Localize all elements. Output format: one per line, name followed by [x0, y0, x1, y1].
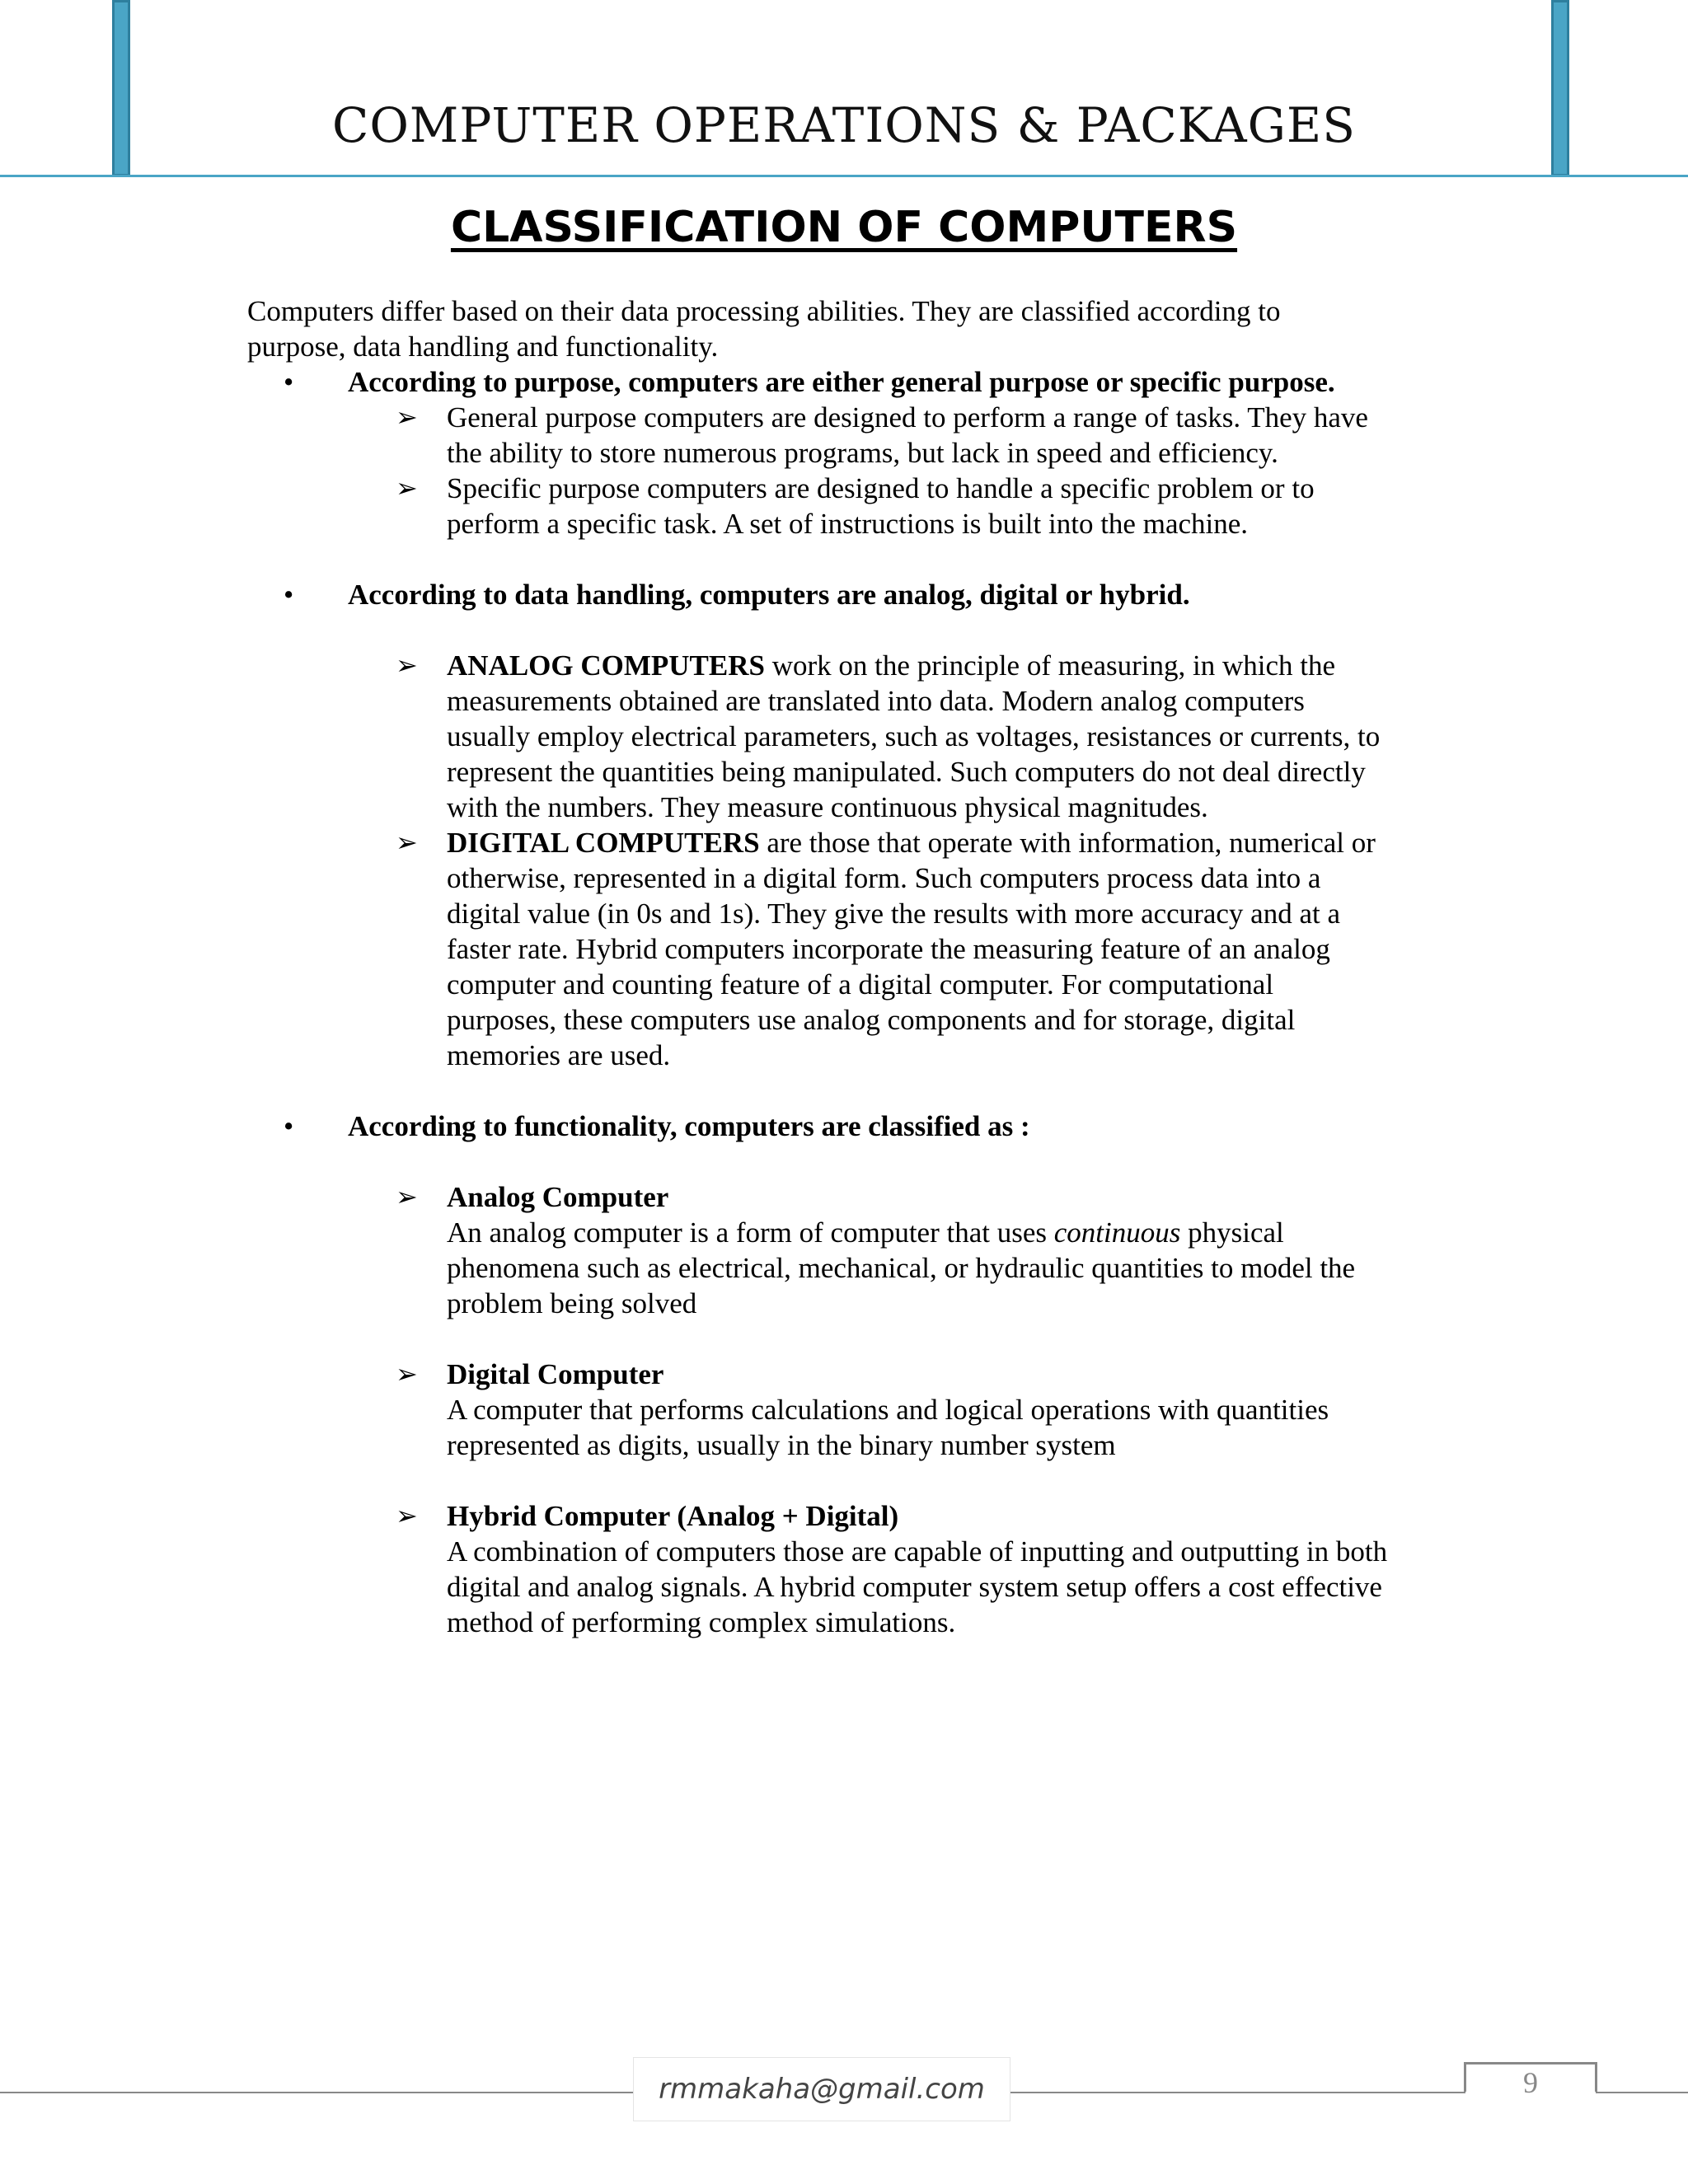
analog-line-3: usually employ electrical parameters, such as voltages, resistances or currents, to	[447, 720, 1381, 752]
sub-func-analog	[396, 1179, 1451, 1321]
bullet-icon: •	[284, 366, 294, 398]
func-hybrid-title	[447, 1498, 1451, 1534]
digital-line-6: purposes, these computers use analog components and for storage, digital	[447, 1004, 1296, 1036]
digital-line-4: faster rate. Hybrid computers incorporate the measuring feature of an analog	[447, 933, 1330, 965]
arrow-icon: ➢	[396, 650, 418, 680]
arrow-icon: ➢	[396, 827, 418, 857]
sub-analog-computers	[396, 648, 1451, 825]
bullet-functionality-heading: According to functionality, computers are classified as :	[348, 1110, 1030, 1142]
digital-term: DIGITAL COMPUTERS	[447, 827, 760, 859]
header-title: COMPUTER OPERATIONS & PACKAGES	[332, 97, 1356, 153]
arrow-icon: ➢	[396, 1359, 418, 1389]
footer-email: rmmakaha@gmail.com	[633, 2057, 1010, 2121]
analog-line-1	[447, 648, 1451, 683]
sub-specific-purpose	[396, 471, 1451, 541]
footer-rule-right	[1596, 2092, 1688, 2093]
func-hybrid-line-3: method of performing complex simulations.	[447, 1606, 956, 1638]
general-line-1: General purpose computers are designed to perform a range of tasks. They have	[447, 401, 1368, 434]
analog-line-1-rest: work on the principle of measuring, in which the	[765, 649, 1336, 682]
func-analog-line-1-em: continuous	[1053, 1216, 1181, 1249]
intro-line-1: Computers differ based on their data processing abilities. They are classified according to	[247, 295, 1281, 327]
specific-line-1: Specific purpose computers are designed to handle a specific problem or to	[447, 472, 1315, 504]
func-hybrid-title-text: Hybrid Computer (Analog + Digital)	[447, 1500, 899, 1532]
header-rule	[0, 175, 1688, 177]
document-body	[247, 293, 1451, 1640]
page-title: CLASSIFICATION OF COMPUTERS	[450, 203, 1238, 252]
func-analog-title	[447, 1179, 1451, 1215]
arrow-icon: ➢	[396, 473, 418, 503]
digital-line-2: otherwise, represented in a digital form. Such computers process data into a	[447, 862, 1321, 894]
arrow-icon: ➢	[396, 402, 418, 432]
arrow-icon: ➢	[396, 1501, 418, 1530]
bullet-purpose-heading: According to purpose, computers are either general purpose or specific purpose.	[348, 366, 1335, 398]
page-number: 9	[1523, 2066, 1538, 2099]
func-analog-line-2: phenomena such as electrical, mechanical, or hydraulic quantities to model the	[447, 1252, 1356, 1284]
digital-line-5: computer and counting feature of a digital computer. For computational	[447, 968, 1274, 1001]
sub-func-digital	[396, 1357, 1451, 1463]
analog-term: ANALOG COMPUTERS	[447, 649, 765, 682]
bullet-icon: •	[284, 1110, 294, 1142]
func-digital-title	[447, 1357, 1451, 1392]
sub-general-purpose	[396, 400, 1451, 471]
analog-line-5: with the numbers. They measure continuous physical magnitudes.	[447, 791, 1208, 823]
analog-line-4: represent the quantities being manipulated. Such computers do not deal directly	[447, 756, 1366, 788]
func-digital-title-text: Digital Computer	[447, 1358, 664, 1390]
digital-line-1-rest: are those that operate with information, numerical or	[759, 827, 1376, 859]
bullet-data-handling	[284, 577, 1451, 612]
func-analog-title-text: Analog Computer	[447, 1181, 669, 1213]
sub-func-hybrid	[396, 1498, 1451, 1640]
bullet-icon: •	[284, 579, 294, 611]
intro-line-2: purpose, data handling and functionality.	[247, 330, 719, 363]
arrow-icon: ➢	[396, 1182, 418, 1212]
bullet-data-handling-heading: According to data handling, computers are analog, digital or hybrid.	[348, 579, 1190, 611]
func-analog-line-1	[447, 1215, 1451, 1250]
func-analog-line-1-pre: An analog computer is a form of computer that uses	[447, 1216, 1054, 1249]
sub-digital-computers	[396, 825, 1451, 1073]
func-digital-line-1: A computer that performs calculations and logical operations with quantities	[447, 1394, 1329, 1426]
func-analog-line-1-post: physical	[1180, 1216, 1284, 1249]
bullet-functionality	[284, 1108, 1451, 1144]
analog-line-2: measurements obtained are translated into data. Modern analog computers	[447, 685, 1305, 717]
func-hybrid-line-2: digital and analog signals. A hybrid computer system setup offers a cost effective	[447, 1571, 1382, 1603]
bullet-purpose	[284, 364, 1451, 400]
func-analog-line-3: problem being solved	[447, 1287, 697, 1319]
footer-rule-left	[0, 2092, 635, 2093]
digital-line-7: memories are used.	[447, 1039, 671, 1071]
general-line-2: the ability to store numerous programs, but lack in speed and efficiency.	[447, 437, 1278, 469]
func-digital-line-2: represented as digits, usually in the binary number system	[447, 1429, 1116, 1461]
specific-line-2: perform a specific task. A set of instructions is built into the machine.	[447, 508, 1249, 540]
digital-line-3: digital value (in 0s and 1s). They give the results with more accuracy and at a	[447, 898, 1341, 930]
func-hybrid-line-1: A combination of computers those are capable of inputting and outputting in both	[447, 1535, 1388, 1568]
digital-line-1	[447, 825, 1451, 860]
footer-rule-middle	[1010, 2092, 1465, 2093]
